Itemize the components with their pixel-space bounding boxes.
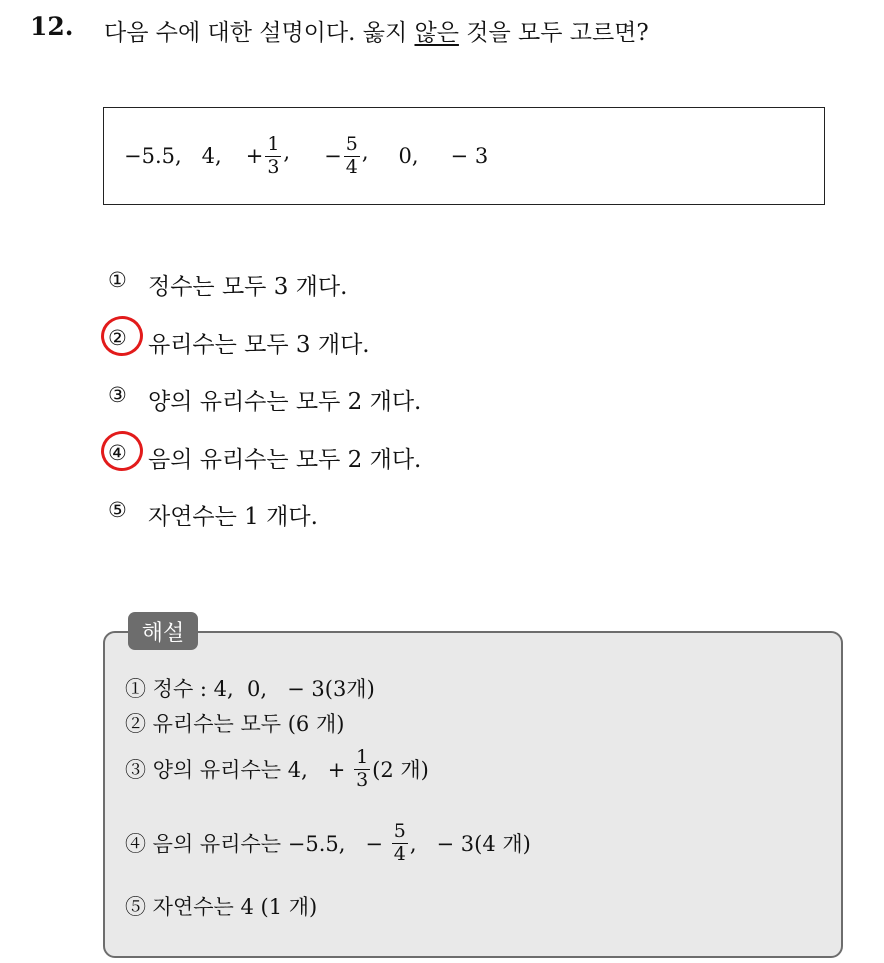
solution-tag: 해설: [128, 612, 198, 650]
fraction: [354, 747, 370, 792]
number-item: 4,: [201, 144, 222, 168]
solution-line-4: [125, 821, 531, 866]
option-5[interactable]: [108, 498, 421, 556]
option-marker: ②: [108, 325, 127, 350]
solution-line-4-suffix: , − 3(4 개): [409, 832, 531, 857]
option-text: 양의 유리수는 모두 2 개다.: [148, 389, 422, 415]
option-4[interactable]: [108, 441, 421, 499]
fraction-sign: +: [245, 144, 264, 168]
solution-line-3-suffix: (2 개): [372, 758, 429, 783]
question-text-underlined: 않은: [414, 20, 459, 46]
option-3[interactable]: [108, 383, 421, 441]
option-marker: ①: [108, 268, 127, 292]
fraction-trail: ,: [361, 140, 369, 165]
options-list: [108, 268, 421, 556]
option-text: 유리수는 모두 3 개다.: [148, 331, 370, 358]
solution-box: [103, 631, 843, 958]
fraction-numerator: 1: [267, 132, 280, 155]
numbers-box: [103, 107, 825, 205]
option-text: 음의 유리수는 모두 2 개다.: [148, 446, 422, 473]
fraction-trail: ,: [283, 140, 291, 165]
number-item: −5.5,: [124, 144, 182, 168]
question-number: 12.: [30, 12, 74, 41]
solution-line-5: ⑤ 자연수는 4 (1 개): [125, 895, 318, 919]
fraction-denominator: 3: [356, 768, 369, 791]
fraction-numerator: 5: [345, 132, 358, 155]
fraction-denominator: 4: [345, 155, 358, 178]
option-2[interactable]: [108, 326, 421, 384]
solution-line-3: [125, 747, 429, 792]
option-text: 정수는 모두 3 개다.: [148, 274, 348, 300]
option-marker: ④: [108, 440, 127, 465]
fraction-denominator: 3: [267, 155, 280, 178]
fraction-denominator: 4: [393, 842, 406, 865]
number-item-fraction: [246, 134, 290, 179]
solution-line-1: ① 정수 : 4, 0, − 3(3개): [125, 677, 375, 701]
option-text: 자연수는 1 개다.: [148, 504, 318, 530]
solution-line-3-prefix: ③ 양의 유리수는 4, +: [125, 758, 353, 783]
question-text: [104, 14, 649, 47]
fraction: [344, 134, 360, 179]
fraction: [265, 134, 281, 179]
solution-line-4-prefix: ④ 음의 유리수는 −5.5, −: [125, 832, 390, 857]
fraction-sign: −: [324, 144, 342, 168]
question-text-before: 다음 수에 대한 설명이다. 옳지: [104, 20, 415, 46]
number-item-fraction: [324, 134, 368, 179]
solution-line-2: ② 유리수는 모두 (6 개): [125, 712, 345, 736]
question-text-after: 것을 모두 고르면?: [458, 20, 649, 46]
number-list: [124, 108, 488, 204]
fraction: [392, 821, 408, 866]
option-1[interactable]: [108, 268, 421, 326]
number-item: 0,: [398, 144, 419, 168]
fraction-numerator: 5: [393, 820, 406, 842]
fraction-numerator: 1: [356, 746, 369, 768]
option-marker: ③: [108, 383, 127, 407]
number-item: − 3: [450, 144, 489, 168]
option-marker: ⑤: [108, 498, 127, 522]
